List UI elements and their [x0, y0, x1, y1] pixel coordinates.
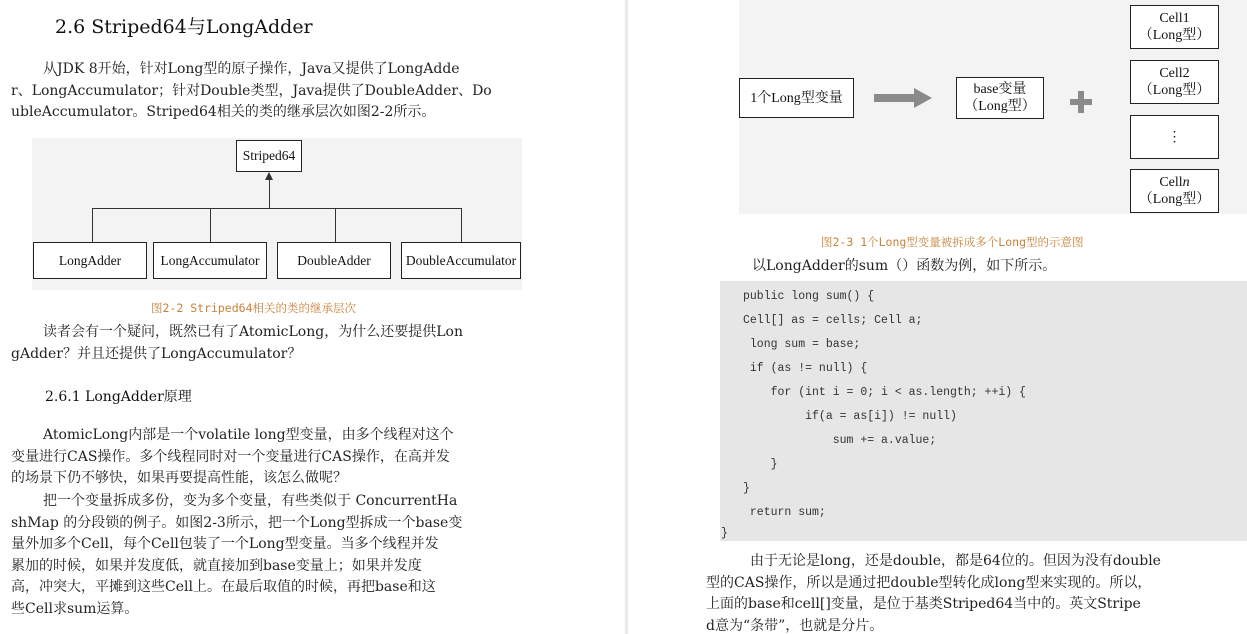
arrow-right-icon — [874, 86, 934, 110]
body-paragraph: 把一个变量拆成多份，变为多个变量，有些类似于 ConcurrentHa shMap 的分段锁的例子。如图2-3所示，把一个Long型拆成一个base变 量外加多个Cell，每个Cell包装了一个Long型变量。当多个线程并发 累加的时候，如果并发度低，就直接加到base变量上；如果并发度 高，冲突大，平摊到这些Cell上。在最后取值的时候，再把base和这 些Cell求sum运算。 — [11, 493, 463, 617]
page-gutter — [548, 0, 700, 634]
diagram-connector — [335, 208, 336, 242]
right-page — [700, 0, 1247, 634]
diagram-connector — [92, 208, 93, 242]
code-line: if (as != null) { — [743, 362, 868, 375]
cell-name: Cell — [1159, 175, 1183, 190]
cell-name-n — [1159, 174, 1189, 191]
cell-box-ellipsis — [1130, 115, 1219, 159]
code-line: return sum; — [743, 506, 826, 519]
class-hierarchy-diagram — [32, 138, 522, 290]
diagram-child-box: DoubleAccumulator — [401, 242, 521, 279]
code-line: public long sum() { — [743, 290, 875, 303]
cell-box — [1130, 5, 1219, 49]
diagram-connector — [92, 208, 461, 209]
code-intro-paragraph: 以LongAdder的sum（）函数为例，如下所示。 — [752, 258, 1057, 274]
base-variable-box — [956, 77, 1044, 119]
code-block — [720, 281, 1247, 541]
code-line: } — [721, 527, 728, 540]
cell-type: （Long型） — [1138, 28, 1211, 43]
body-paragraph: AtomicLong内部是一个volatile long型变量，由多个线程对这个 变量进行CAS操作。多个线程同时对一个变量进行CAS操作，在高并发 的场景下仍不够快，如果再要提高性能，该怎么做呢？ — [11, 427, 454, 486]
code-line: long sum = base; — [743, 338, 861, 351]
code-line: } — [743, 482, 750, 495]
closing-paragraph: 由于无论是long，还是double，都是64位的。但因为没有double 型的CAS操作，所以是通过把double型转化成long型来实现的。所以， 上面的base和cell[]变量，是位于基类Striped64当中的。英文Stripe d意为“条带”，也就是分片。 — [706, 553, 1161, 634]
diagram-child-box: LongAccumulator — [153, 242, 267, 279]
long-variable-box — [739, 78, 854, 118]
base-variable-label: base变量 — [973, 82, 1027, 97]
left-page — [0, 0, 548, 634]
cell-type: （Long型） — [1138, 83, 1211, 98]
code-line: for (int i = 0; i < as.length; ++i) { — [743, 386, 1026, 399]
plus-icon — [1070, 91, 1092, 113]
question-paragraph: 读者会有一个疑问，既然已有了AtomicLong，为什么还要提供Lon gAdder？并且还提供了LongAccumulator？ — [11, 324, 463, 362]
section-title: 2.6 Striped64与LongAdder — [55, 16, 313, 38]
cell-box — [1130, 60, 1219, 104]
code-line: if(a = as[i]) != null) — [743, 410, 957, 423]
base-variable-type: （Long型） — [964, 99, 1036, 114]
figure-caption: 图2-3 1个Long型变量被拆成多个Long型的示意图 — [821, 235, 1084, 249]
code-line: Cell[] as = cells; Cell a; — [743, 314, 923, 327]
diagram-connector — [269, 180, 270, 208]
vertical-ellipsis: ⋮ — [1167, 129, 1182, 145]
diagram-connector — [461, 208, 462, 242]
diagram-child-box: LongAdder — [33, 242, 147, 279]
cell-name: Cell1 — [1159, 11, 1190, 26]
cell-index: n — [1182, 175, 1190, 190]
intro-paragraph: 从JDK 8开始，针对Long型的原子操作，Java又提供了LongAdde r、LongAccumulator；针对Double类型，Java提供了DoubleAdder、Do ubleAccumulator。Striped64相关的类的继承层次如图2-2所示。 — [11, 61, 492, 120]
variable-split-diagram — [739, 0, 1247, 214]
long-variable-label: 1个Long型变量 — [750, 90, 843, 106]
cell-name: Cell2 — [1159, 66, 1190, 81]
cell-box — [1130, 169, 1219, 213]
figure-caption: 图2-2 Striped64相关的类的继承层次 — [151, 301, 357, 315]
diagram-root-box: Striped64 — [236, 140, 302, 172]
code-line: sum += a.value; — [743, 434, 937, 447]
inheritance-arrow-icon — [265, 172, 273, 180]
diagram-connector — [210, 208, 211, 242]
diagram-child-box: DoubleAdder — [277, 242, 391, 279]
subsection-title: 2.6.1 LongAdder原理 — [45, 389, 192, 405]
code-line: } — [743, 458, 778, 471]
cell-type: （Long型） — [1138, 192, 1211, 207]
